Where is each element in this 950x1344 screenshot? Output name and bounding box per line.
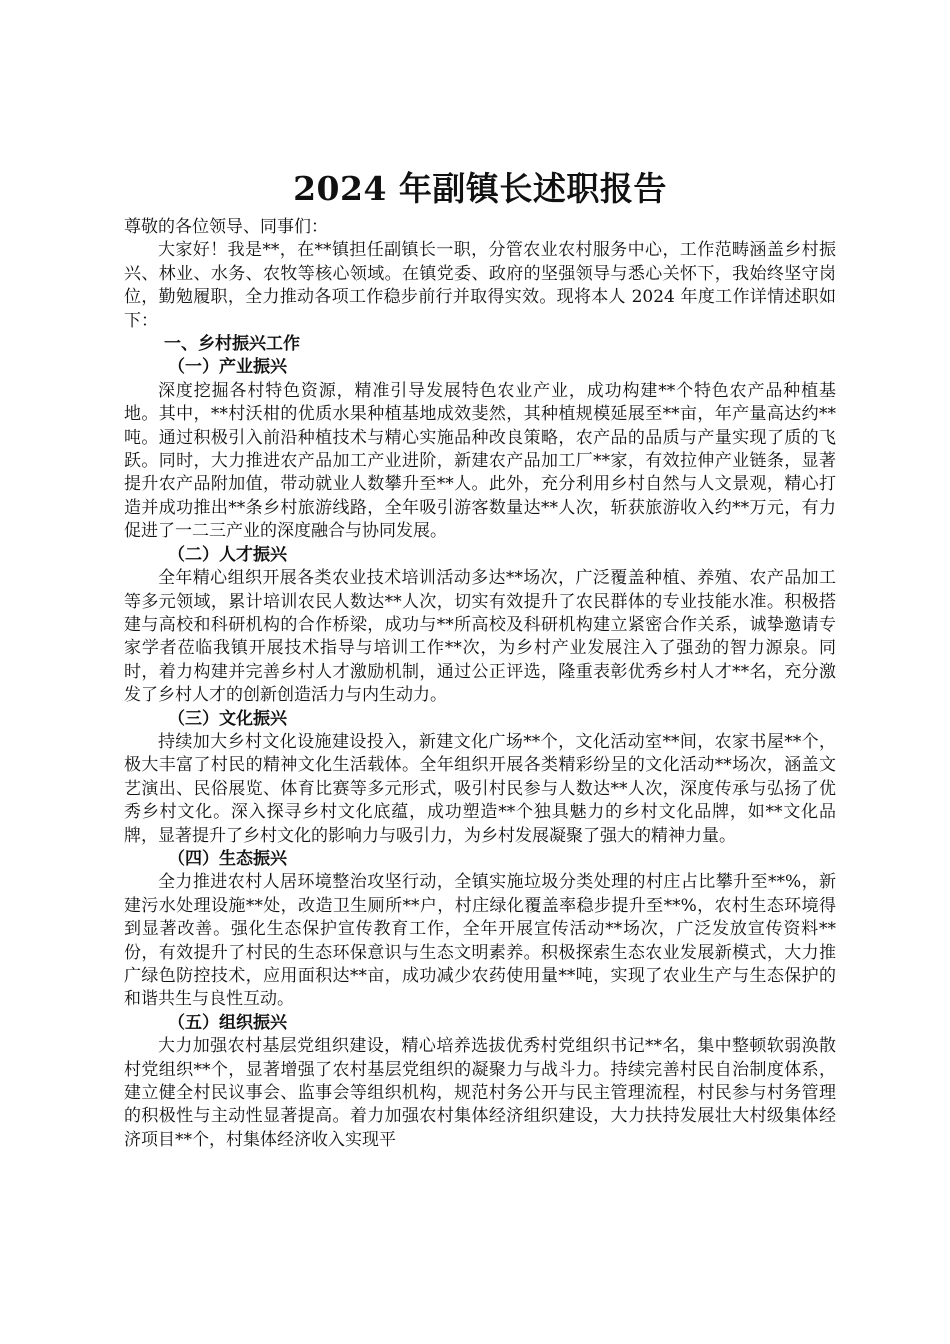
report-title: 2024 年副镇长述职报告 xyxy=(293,169,667,208)
subsection-paragraph-culture: 持续加大乡村文化设施建设投入，新建文化广场**个，文化活动室**间，农家书屋**个，极大丰富了村民的精神文化生活载体。全年组织开展各类精彩纷呈的文化活动**场次，涵盖文艺演出、民俗展览、体育比赛等多元形式，吸引村民参与人数达**人次，深度传承与弘扬了优秀乡村文化。深入探寻乡村文化底蕴，成功塑造**个独具魅力的乡村文化品牌，如**文化品牌，显著提升了乡村文化的影响力与吸引力，为乡村发展凝聚了强大的精神力量。 xyxy=(124,731,836,846)
subsection-paragraph-industry: 深度挖掘各村特色资源，精准引导发展特色农业产业，成功构建**个特色农产品种植基地。其中，**村沃柑的优质水果种植基地成效斐然，其种植规模延展至**亩，年产量高达约**吨。通过积极引入前沿种植技术与精心实施品种改良策略，农产品的品质与产量实现了质的飞跃。同时，大力推进农产品加工产业进阶，新建农产品加工厂**家，有效拉伸产业链条，显著提升农产品附加值，带动就业人数攀升至**人。此外，充分利用乡村自然与人文景观，精心打造并成功推出**条乡村旅游线路，全年吸引游客数量达**人次，斩获旅游收入约**万元，有力促进了一二三产业的深度融合与协同发展。 xyxy=(124,380,836,542)
subsection-paragraph-ecology: 全力推进农村人居环境整治攻坚行动，全镇实施垃圾分类处理的村庄占比攀升至**%，新建污水处理设施**处，改造卫生厕所**户，村庄绿化覆盖率稳步提升至**%，农村生态环境得到显著改善。强化生态保护宣传教育工作，全年开展宣传活动**场次，广泛发放宣传资料**份，有效提升了村民的生态环保意识与生态文明素养。积极探索生态农业发展新模式，大力推广绿色防控技术，应用面积达**亩，成功减少农药使用量**吨，实现了农业生产与生态保护的和谐共生与良性互动。 xyxy=(124,872,836,1010)
salutation: 尊敬的各位领导、同事们： xyxy=(124,217,328,237)
subsection-heading-organization: （五）组织振兴 xyxy=(168,1012,287,1033)
intro-paragraph: 大家好！我是**，在**镇担任副镇长一职，分管农业农村服务中心，工作范畴涵盖乡村振兴、林业、水务、农牧等核心领域。在镇党委、政府的坚强领导与悉心关怀下，我始终坚守岗位，勤勉履职，全力推动各项工作稳步前行并取得实效。现将本人 2024 年度工作详情述职如下： xyxy=(124,240,836,331)
subsection-heading-industry: （一）产业振兴 xyxy=(168,357,287,378)
subsection-paragraph-organization: 大力加强农村基层党组织建设，精心培养选拔优秀村党组织书记**名，集中整顿软弱涣散村党组织**个，显著增强了农村基层党组织的凝聚力与战斗力。持续完善村民自治制度体系，建立健全村民议事会、监事会等组织机构，规范村务公开与民主管理流程，村民参与村务管理的积极性与主动性显著提高。着力加强农村集体经济组织建设，大力扶持发展壮大村级集体经济项目**个，村集体经济收入实现平 xyxy=(124,1036,836,1150)
subsection-heading-talent: （二）人才振兴 xyxy=(168,544,287,565)
subsection-paragraph-talent: 全年精心组织开展各类农业技术培训活动多达**场次，广泛覆盖种植、养殖、农产品加工等多元领域，累计培训农民人数达**人次，切实有效提升了农民群体的专业技能水准。积极搭建与高校和科研机构的合作桥梁，成功与**所高校及科研机构建立紧密合作关系，诚挚邀请专家学者莅临我镇开展技术指导与培训工作**次，为乡村产业发展注入了强劲的智力源泉。同时，着力构建并完善乡村人才激励机制，通过公正评选，隆重表彰优秀乡村人才**名，充分激发了乡村人才的创新创造活力与内生动力。 xyxy=(124,568,836,706)
document-page xyxy=(124,166,836,1152)
subsection-heading-culture: （三）文化振兴 xyxy=(168,708,287,729)
subsection-heading-ecology: （四）生态振兴 xyxy=(168,848,287,869)
section-heading-rural-revitalization: 一、乡村振兴工作 xyxy=(164,334,300,355)
